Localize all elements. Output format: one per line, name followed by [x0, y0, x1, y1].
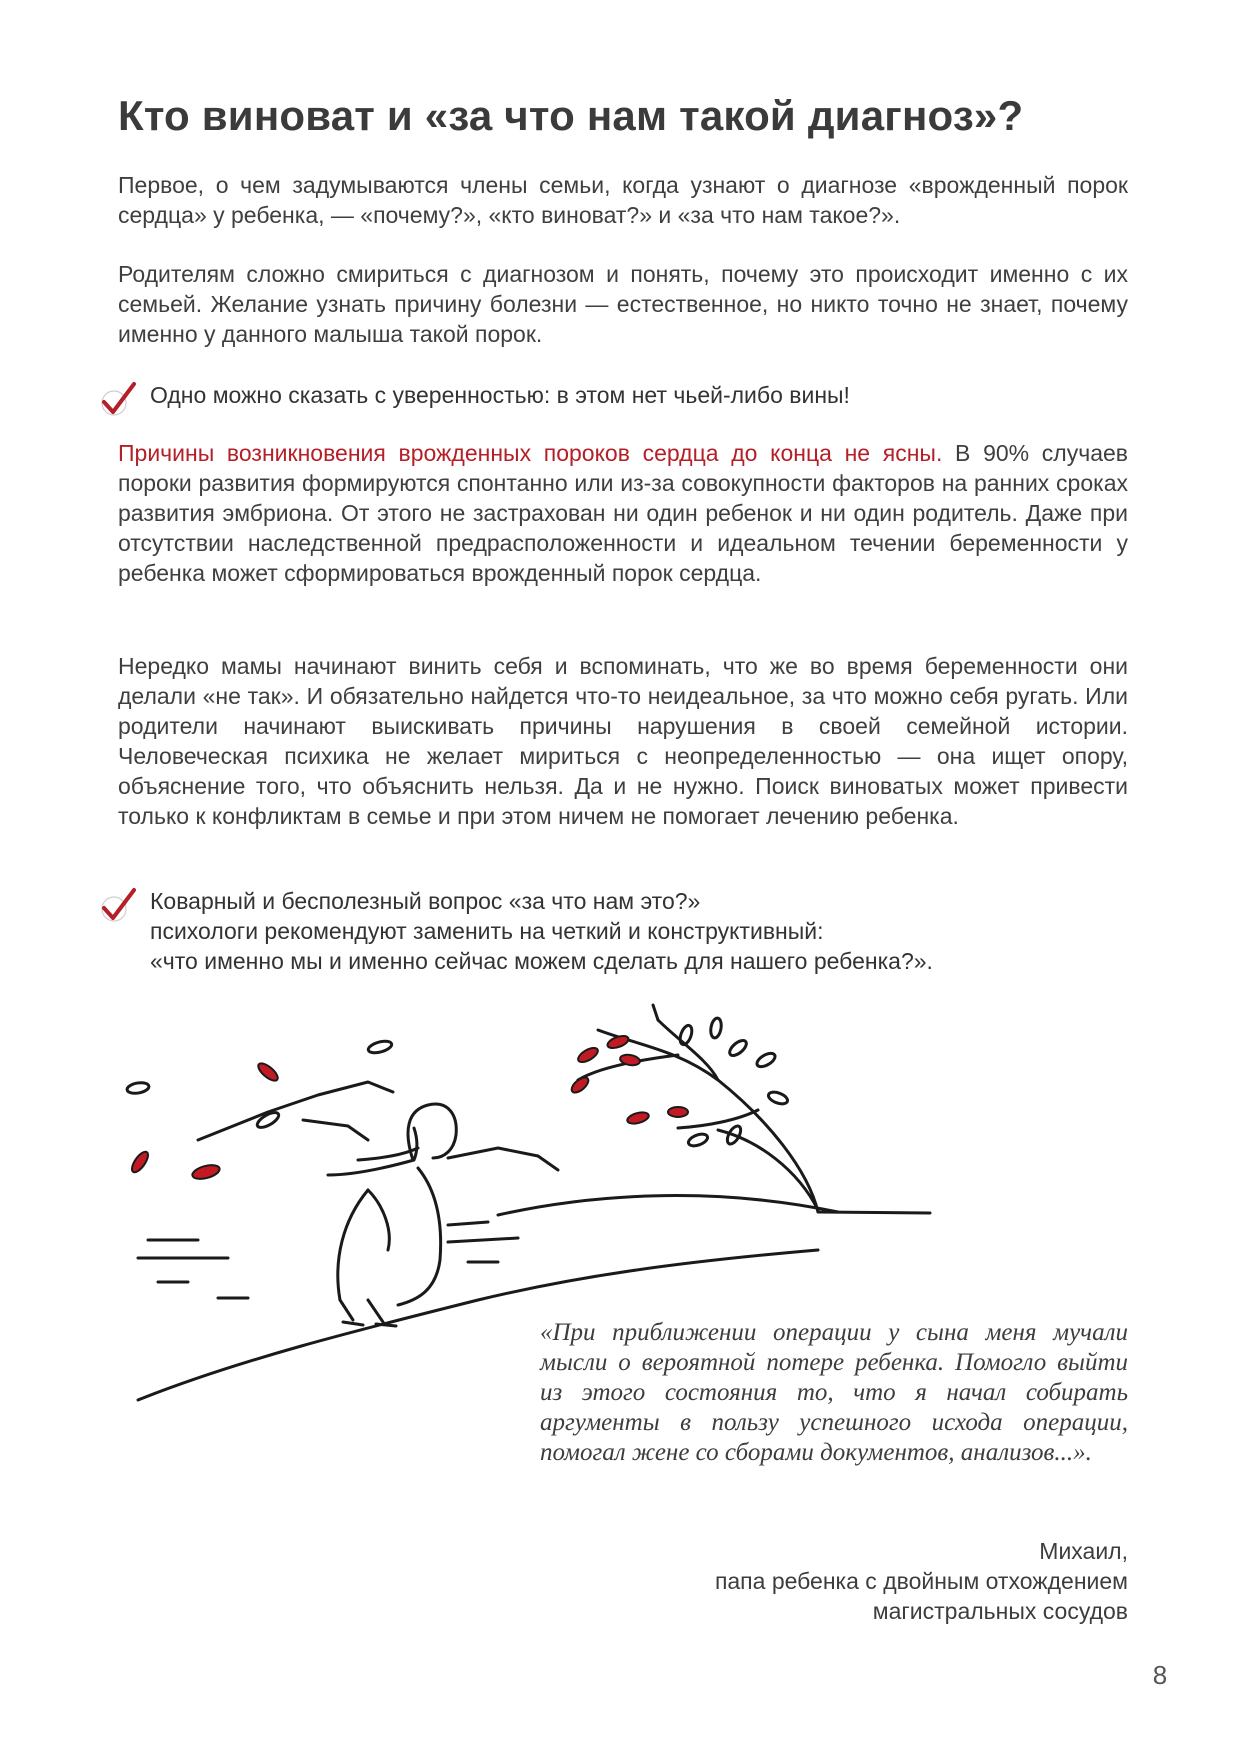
branch-1	[658, 1020, 718, 1080]
callout-line-3: «что именно мы и именно сейчас можем сделать для нашего ребенка?».	[150, 948, 933, 974]
red-leaf-icon	[129, 1149, 151, 1174]
branch-3	[678, 1110, 758, 1128]
callout-line-2: психологи рекомендуют заменить на четкий и конструктивный:	[150, 918, 824, 944]
paragraph-1: Первое, о чем задумываются члены семьи, когда узнают о диагнозе «врожденный порок сердца» у ребенка, — «почему?», «кто виноват?» и «за что нам такое?».	[118, 172, 1128, 228]
hill-line	[498, 1196, 838, 1215]
page-number: 8	[1152, 1660, 1168, 1690]
mountain-left	[198, 1082, 393, 1140]
attribution-name: Михаил,	[1039, 1538, 1128, 1564]
leaf-icon	[367, 1039, 393, 1055]
leaf-icon	[126, 1081, 149, 1095]
mountain-right	[448, 1148, 538, 1158]
check-mark-icon	[98, 380, 138, 420]
testimonial-quote: «При приближении операции у сына меня мучали мысли о вероятной потере ребенка. Помогло выйти из этого состояния то, что я начал собирать аргументы в пользу успешного исхода операции, помогал жене со сборами документов, анализов...».	[540, 1319, 1128, 1466]
leaf-icon	[255, 1110, 281, 1131]
woman-knee	[338, 1190, 368, 1300]
paragraph-3-rest: В 90% случаев пороки развития формируются спонтанно или из-за совокупности факторов на ранних сроках развития эмбриона. От этого не застрахован ни один ребенок и ни один родитель. Даже при отсутствии наследственной предрасположенности и идеальном течении беременности у ребенка может сформироваться врожденный порок сердца.	[118, 440, 1128, 586]
attribution-role-line-1: папа ребенка с двойным отхождением	[714, 1568, 1128, 1594]
woman-back	[398, 1168, 441, 1305]
paragraph-4: Нередко мамы начинают винить себя и вспоминать, что же во время беременности они делали «не так». И обязательно найдется что-то неидеальное, за что можно себя ругать. Или родители начинают выискивать причины нарушения в своей семейной истории. Человеческая психика не желает мириться с неопределенностью — она ищет опору, объяснение того, что объяснить нельзя. Да и не нужно. Поиск виноватых может привести только к конфликтам в семье и при этом ничем не помогает лечению ребенка.	[118, 653, 1128, 829]
red-leaf-icon	[191, 1163, 221, 1182]
paragraph-3	[118, 438, 1128, 588]
quote-attribution	[715, 1536, 1128, 1626]
callout-line-1: Коварный и бесполезный вопрос «за что нам это?»	[150, 888, 701, 914]
highlight-text: Причины возникновения врожденных пороков сердца до конца не ясны.	[118, 440, 943, 466]
attribution-role-line-2: магистральных сосудов	[872, 1598, 1128, 1624]
paragraph-2: Родителям сложно смириться с диагнозом и понять, почему это происходит именно с их семьей. Желание узнать причину болезни — естественное, но никто точно не знает, почему именно у данного малыша такой порок.	[118, 261, 1128, 347]
page-title: Кто виноват и «за что нам такой диагноз»?	[118, 92, 1024, 139]
red-leaf-icon	[256, 1060, 281, 1083]
woman-leg	[340, 1300, 353, 1320]
check-mark-icon	[98, 886, 138, 926]
callout-text	[150, 886, 1140, 976]
callout-text: Одно можно сказать с уверенностью: в этом нет чьей-либо вины!	[150, 382, 850, 408]
